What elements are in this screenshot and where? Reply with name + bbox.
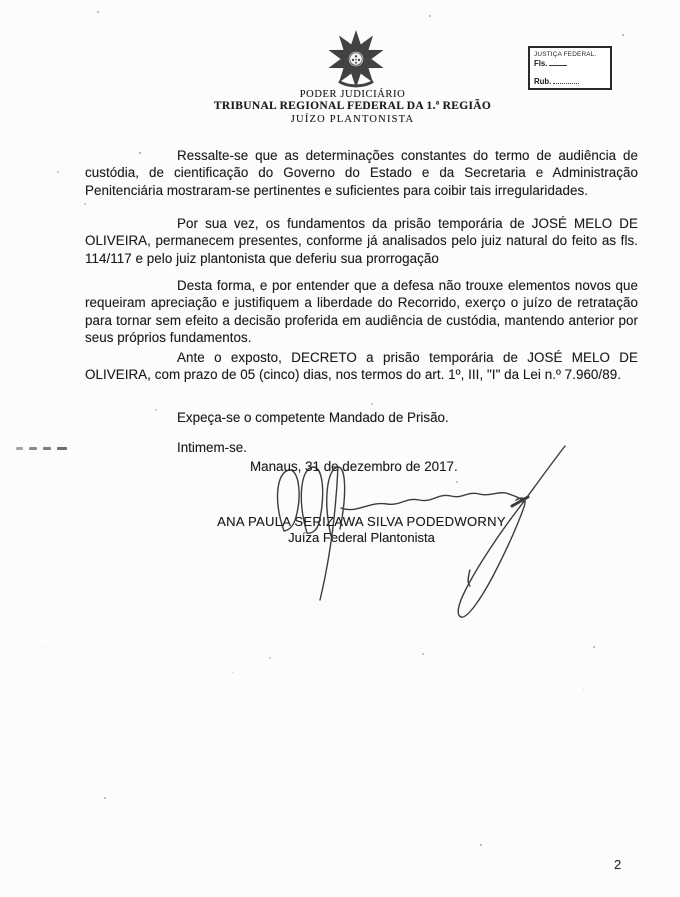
signature-block <box>85 514 638 545</box>
brazil-coat-of-arms-icon <box>321 30 391 88</box>
header-unit: JUÍZO PLANTONISTA <box>290 113 415 125</box>
paragraph-3: Desta forma, e por entender que a defesa não trouxe elementos novos que requeiram apreciação e justifiquem a liberdade do Recorrido, exerço o juízo de retratação para tornar sem efeito a decisão proferida em audiência de custódia, mantendo anterior por seus próprios fundamentos. <box>85 278 638 345</box>
order-expedite-warrant: Expeça-se o competente Mandado de Prisão. <box>177 410 449 425</box>
page-number: 2 <box>614 857 622 872</box>
stamp-fls-blank <box>549 59 567 66</box>
stamp-fls-label: Fls. <box>534 59 548 68</box>
header-branch: PODER JUDICIÁRIO <box>299 89 406 100</box>
stamp-rub-blank <box>553 77 579 84</box>
justice-stamp-box <box>528 46 612 90</box>
header-court: TRIBUNAL REGIONAL FEDERAL DA 1.ª REGIÃO <box>213 100 492 112</box>
order-notify: Intimem-se. <box>177 440 247 455</box>
judge-role: Juíza Federal Plantonista <box>288 530 435 545</box>
document-header <box>110 89 595 125</box>
paragraph-1: Ressalte-se que as determinações constantes do termo de audiência de custódia, de cientificação do Governo do Estado e da Secretaria e Administração Penitenciária mostraram-se pertinentes e suficientes para coibir tais irregularidades. <box>85 148 638 198</box>
paragraph-4: Ante o exposto, DECRETO a prisão temporária de JOSÉ MELO DE OLIVEIRA, com prazo de 05 (cinco) dias, nos termos do art. 1º, III, "I" da Lei n.º 7.960/89. <box>85 350 638 383</box>
paragraph-2: Por sua vez, os fundamentos da prisão temporária de JOSÉ MELO DE OLIVEIRA, permanecem presentes, conforme já analisados pelo juiz natural do feito as fls. 114/117 e pelo juiz plantonista que deferiu sua prorrogação <box>85 216 638 266</box>
date-line: Manaus, 31 de dezembro de 2017. <box>250 459 458 474</box>
stamp-rub-field <box>534 77 579 86</box>
stamp-rub-label: Rub. <box>534 77 552 86</box>
judge-name: ANA PAULA SERIZAWA SILVA PODEDWORNY <box>217 514 506 529</box>
stamp-title: JUSTIÇA FEDERAL. <box>534 51 597 58</box>
margin-dash-marks <box>16 447 67 450</box>
stamp-fls-field <box>534 59 610 68</box>
